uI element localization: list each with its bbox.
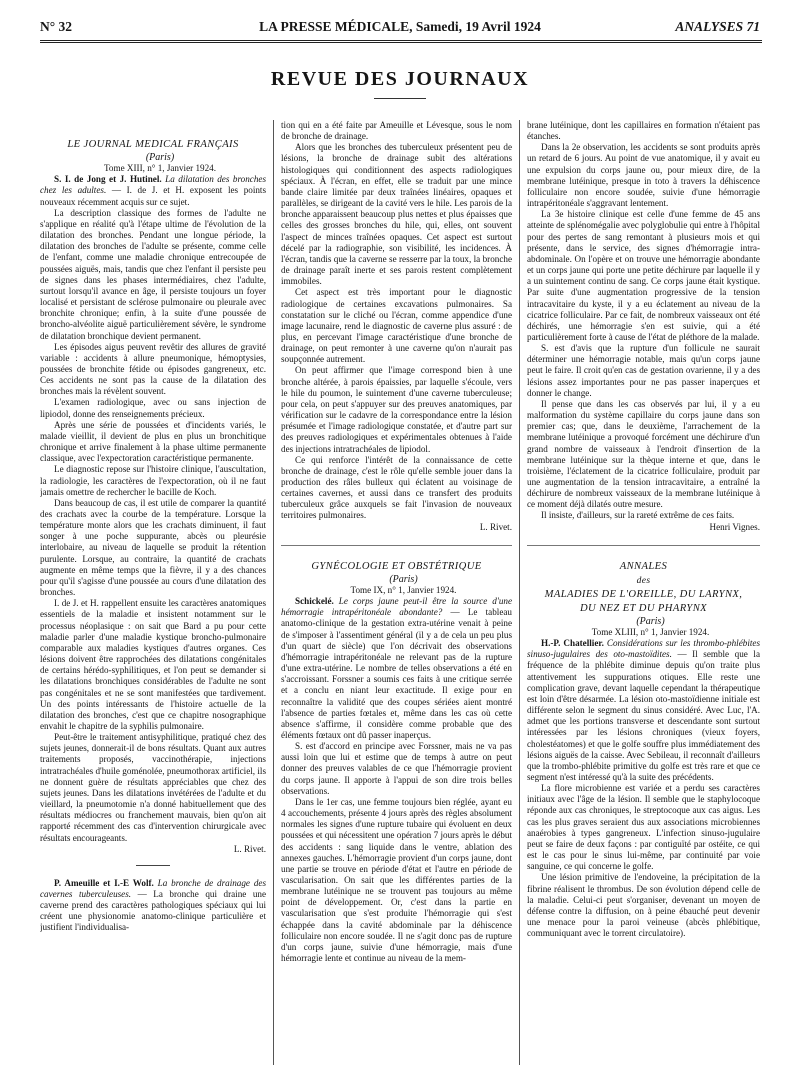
article-paragraph: Il insiste, d'ailleurs, sur la rareté extrême de ces faits. <box>541 510 735 521</box>
article-paragraph: Peut-être le traitement antisyphilitique, pratiqué chez des sujets jeunes, donnerait-il de bons résultats. Quant aux autres traitements proposés, vaccinothérapie, injections intratrachéales d'huile goménolée, pneumothorax artificiel, ils ne donnent guère de résultats appréciables que chez des sujets jeunes. Dans les dilatations invétérées de l'adulte et du vieillard, la pneumotomie n'a donné habituellement que des résultats médiocres ou franchement mauvais, bien qu'on ait rapporté récemment des cas d'intervention chirurgicale avec résultats encourageants. <box>40 732 266 843</box>
section-page: ANALYSES 71 <box>675 19 760 34</box>
article-paragraph: Une lésion primitive de l'endoveine, la précipitation de la fibrine réalisent le thrombus. De son évolution dépend celle de la maladie. Celui-ci peut s'organiser, devenant un moyen de défense contre la diffusion, on à peine ébauché peut devenir une menace pour la paroi veineuse (abcès phlébitique, communiquant avec le torrent circulatoire). <box>527 872 760 939</box>
article-paragraph: La description classique des formes de l'adulte ne s'applique en réalité qu'à l'étape ultime de l'évolution de la dilatation des bronches. Pendant une longue période, la dilatation des bronches de l'adulte se présente, comme celle de l'enfant, comme une maladie chronique entrecoupée de poussées aiguës, mais, tandis que chez l'enfant il persiste peu de signes dans les phases intermédiaires, chez l'adulte, surtout lorsqu'il avance en âge, il persiste toujours un foyer localisé et persistant de sclérose pulmonaire ou pleurale avec bronchite chronique; enfin, à la suite d'une poussée de broncho-alvéolite aiguë particulièrement sévère, le syndrome de dilatation bronchique devient permanent. <box>40 207 266 341</box>
article-paragraph: Alors que les bronches des tuberculeux présentent peu de lésions, la bronche de drainage subit des altérations histologiques qui conditionnent des aspects radiologiques spéciaux. À l'écran, en effet, elle se traduit par une mince bande claire limitée par deux traînées linéaires, opaques et parallèles, se dirigeant de la cavité vers le hile. Les parois de la bronche apparaissent beaucoup plus nettes et plus épaisses que celles des grosses bronches du hile, qui, elles, ont souvent l'aspect de minces traînées opaques. Cet aspect est surtout décelé par la radiographie, son visibilité, les incidences. À l'écran, tandis que la caverne se resserre par la toux, la bronche de drainage paraît inerte et ses parois restent complètement immobiles. <box>281 142 512 287</box>
article-paragraph: brane lutéinique, dont les capillaires en formation n'étaient pas étanches. <box>527 120 760 142</box>
article-paragraph: Dans la 2e observation, les accidents se sont produits après un retard de 6 jours. Au point de vue anatomique, il y avait eu une expulsion du corps jaune ou, pour mieux dire, de la membrane lutéinique, presque in toto à travers la déhiscence folliculaire non encore soudée, suivie d'une hémorragie intrapéritonéale s'aggravant lentement. <box>527 142 760 209</box>
signature: L. Rivet. <box>233 843 266 854</box>
article-paragraph: Dans le 1er cas, une femme toujours bien réglée, ayant eu 4 accouchements, présente 4 jours après des règles absolument normales les signes d'une rupture tubaire qui évoluent en deux poussées et qui nécessitent une opération 7 jours après le début des accidents : sang liquide dans le ventre, ablation des annexes gauches. L'hémorragie provient d'un corps jaune, dont une partie se trouve en période d'état et l'autre en période de vascularisation. On sait que les différentes parties de la membrane lutéinique ne se trouvent pas toujours au même point de développement. Or, c'est dans la partie en vascularisation que s'est produite l'hémorragie qui s'est échappée dans la cavité abdominale par la déhiscence folliculaire non encore soudée. Il ne s'agit donc pas de rupture d'un corps jaune, suivie d'une hémorragie, mais d'une hémorragie lente et continue au niveau de la mem- <box>281 796 512 964</box>
issue-number: N° 32 <box>40 19 73 34</box>
column-2 <box>281 120 512 1072</box>
article-paragraph: P. Ameuille et I.-E Wolf. La bronche de drainage des cavernes tuberculeuses. — La bronche qui draine une caverne prend des caractères pathologiques spéciaux qui lui créent une physionomie anatomo-clinique particulière et justifient l'individualisa- <box>40 877 266 933</box>
article-authors: H.-P. Chatellier. <box>541 638 604 649</box>
journal-heading-line: ANNALES <box>619 560 668 572</box>
tome-line: Tome IX, n° 1, Janvier 1924. <box>350 584 457 595</box>
journal-heading: LE JOURNAL MEDICAL FRANÇAIS <box>67 139 239 150</box>
article-paragraph: La 3e histoire clinique est celle d'une femme de 45 ans atteinte de splénomégalie avec polyglobulie qui entre à l'hôpital pour des pertes de sang remontant à plusieurs mois et qui présente, dans le service, des signes d'hémorragie intra-abdominale. On l'opère et on trouve une hémorragie abondante et un corps jaune qui porte une petite déchirure par laquelle il y a un suintement continu de sang. Ce corps jaune était kystique. Par suite d'une augmentation progressive de la tension intracavitaire du kyste, il y a eu éclatement au niveau de la cicatrice folliculaire. Par ce fait, de nombreux vaisseaux ont été déchirés, une hémorragie s'en est suivie, qui a été particulièrement forte à cause de l'état de pléthore de la malade. <box>527 209 760 342</box>
article-title: La dilatation des bronches chez les adultes. <box>40 174 266 196</box>
section-separator <box>281 545 512 546</box>
section-separator <box>527 545 760 546</box>
article-paragraph: I. de J. et H. rappellent ensuite les caractères anatomiques essentiels de la maladie et insistent notamment sur le processus néoplasique : on sait que Bard a pu pour cette maladie parler d'une maladie kystique broncho-pulmonaire comparable aux maladies kystiques d'autres organes. Ces lésions doivent être rapprochées des dilatations congénitales de certains hérédo-syphilitiques, et l'on peut se demander si les dilatations bronchiques considérables de l'adulte ne sont pas congénitales et ne se sont manifestées que tardivement. Un des points intéressants de l'histoire actuelle de la dilatation des bronches, c'est que ce chapitre nosographique envahit le chapitre de la syphilis pulmonaire. <box>40 598 266 731</box>
article-paragraph: La flore microbienne est variée et a perdu ses caractères initiaux avec l'âge de la lésion. Il semble que le staphylocoque réponde aux cas chroniques, le streptocoque aux cas aigus. Les cas les plus graves seraient dus aux associations microbiennes anaérobies à types gangreneux. L'infection sinuso-jugulaire peut se faire de deux façons : par contiguïté par ostéite, ce qui est le cas pour le sinus lui-même, par continuité par voie sanguine, ce qui concerne le golfe. <box>527 783 760 872</box>
article-paragraph: S. I. de Jong et J. Hutinel. La dilatation des bronches chez les adultes. — I. de J. et H. exposent les points nouveaux récemment acquis sur ce sujet. <box>40 174 266 207</box>
journal-heading-line: MALADIES DE L'OREILLE, DU LARYNX, <box>544 588 743 600</box>
article-paragraph: Schickelé. Le corps jaune peut-il être la source d'une hémorragie intrapéritonéale abondante? — Le tableau anatomo-clinique de la gestation extra-utérine venait à peine de s'imposer à l'assentiment général (il y a de cela un peu plus d'un quart de siècle) que l'on décrivait des observations d'hémorragie intrapéritonéale ne relevant pas de la rupture d'une extra-utérine. Le nombre de telles observations a été en s'accroissant. Forssner a soumis ces faits à une critique serrée et a conclu en niant leur exactitude. Il exige pour en reconnaître la validité que des coupes sériées aient montré l'absence de parties fœtales et, même dans les cas où cette absence s'affirme, il considère comme probable que des éléments fœtaux ont dû passer inaperçus. <box>281 596 512 740</box>
article-paragraph: tion qui en a été faite par Ameuille et Lévesque, sous le nom de bronche de drainage. <box>281 120 512 142</box>
tome-line: Tome XIII, n° 1, Janvier 1924. <box>104 163 216 174</box>
journal-place: (Paris) <box>389 573 418 585</box>
column-divider <box>519 120 520 1065</box>
article-separator <box>136 865 170 866</box>
article-paragraph: Dans beaucoup de cas, il est utile de comparer la quantité des crachats avec la courbe de la température. Lorsque la température monte alors que les crachats diminuent, il faut songer à une poche suppurante, abcès ou pleurésie interlobaire, au niveau de laquelle se produit la rétention purulente. Lorsque, au contraire, la quantité de crachats augmente en même temps que la fièvre, il y a des chances pour qu'il s'agisse d'une poussée au cours d'une dilatation des bronches. <box>40 497 266 598</box>
title-rule <box>374 98 426 99</box>
header-rule <box>40 40 762 41</box>
article-paragraph: H.-P. Chatellier. Considérations sur les thrombo-phlébites sinuso-jugulaires des oto-mastoïdites. — Il semble que la fréquence de la phlébite diminue depuis qu'on traite plus attentivement les suppurations otiques. Elle reste une complication grave, devant laquelle cependant la thérapeutique est loin d'être désarmée. La lésion oto-mastoïdienne initiale est différente selon le segment du sinus considéré. Avec Luc, l'A. admet que les portions transverse et descendante sont surtout intéressées par les lésions chroniques (vieux foyers, cholestéatomes) et que le golfe souffre plus immédiatement des lésions aiguës de la caisse. Avec Sebileau, il reconnaît d'ailleurs que la trombo-phlébite primitive du golfe est très rare et que ce segment n'est intéressé qu'à la suite des précédents. <box>527 638 760 782</box>
column-1 <box>40 120 266 1072</box>
article-paragraph: Ce qui renforce l'intérêt de la connaissance de cette bronche de drainage, c'est le rôle qu'elle semble jouer dans la production des râles bulleux qui éclatent au voisinage de certaines cavernes, et aussi dans ce transfert des produits tuberculeux grâce auxquels se fait l'invasion de nouveaux territoires pulmonaires. <box>281 454 512 521</box>
article-authors: P. Ameuille et I.-E Wolf. <box>54 877 154 888</box>
running-header <box>40 18 760 36</box>
article-paragraph: Il pense que dans les cas observés par lui, il y a eu malformation du système capillaire du corps jaune dans son premier cas; que, dans le deuxième, l'arrachement de la membrane lutéinique a provoqué forcément une déchirure d'un grand nombre de vaisseaux à l'endroit d'insertion de la membrane lutéinique sur la thèque interne et que, dans le troisième, l'éclatement de la cicatrice folliculaire, produit par une augmentation de la tension intracavitaire, a entraîné la déchirure de nombreux vaisseaux de la membrane lutéinique à ce moment déjà dilatés outre mesure. <box>527 398 760 510</box>
article-paragraph: Après une série de poussées et d'incidents variés, le malade vieillit, il devient de plus en plus un bronchitique chronique et arrive finalement à la phase ultime permanente classique, avec l'expectoration caractéristique permanente. <box>40 419 266 464</box>
signature: L. Rivet. <box>479 521 512 532</box>
page-title: REVUE DES JOURNAUX <box>270 68 530 90</box>
journal-heading-line: DU NEZ ET DU PHARYNX <box>579 602 708 614</box>
article-authors: S. I. de Jong et J. Hutinel. <box>54 174 162 185</box>
article-paragraph: S. est d'avis que la rupture d'un follicule ne saurait déterminer une hémorragie notable, mais qu'un corps jaune peut le faire. Il croit qu'en cas de gestation ovarienne, il y a des lésions assez importantes pour ne pas passer inaperçues et donner le change. <box>527 343 760 398</box>
article-authors: Schickelé. <box>295 596 334 607</box>
article-title: Le corps jaune peut-il être la source d'une hémorragie intrapéritonéale abondante? <box>281 596 512 618</box>
tome-line: Tome XLIII, n° 1, Janvier 1924. <box>591 626 710 637</box>
article-paragraph: S. est d'accord en principe avec Forssner, mais ne va pas aussi loin que lui et estime que de temps à autre on peut donner des preuves valables de ce que l'hémorragie provient du corps jaune. Il apporte à l'appui de son dire trois belles observations. <box>281 741 512 796</box>
journal-place: (Paris) <box>145 152 175 163</box>
header-rule-double <box>40 42 762 43</box>
signature: Henri Vignes. <box>709 521 760 532</box>
article-paragraph: L'examen radiologique, avec ou sans injection de lipiodol, donne des renseignements précieux. <box>40 397 266 419</box>
journal-heading: GYNÉCOLOGIE ET OBSTÉTRIQUE <box>311 560 482 572</box>
article-title: Considérations sur les thrombo-phlébites sinuso-jugulaires des oto-mastoïdites. <box>527 638 760 660</box>
column-divider <box>273 120 274 1065</box>
article-paragraph: On peut affirmer que l'image correspond bien à une bronche altérée, à parois épaissies, par laquelle s'écoule, vers le hile du poumon, le suintement d'une caverne tuberculeuse; pour cela, on peut s'appuyer sur des preuves anatomiques, par vérification sur le cadavre de la correspondance entre la lésion présumée et l'image radiologique constatée, et d'autre part sur des preuves radiologiques et expérimentales obtenues à l'aide des injections intratrachéales de lipiodol. <box>281 365 512 454</box>
article-paragraph: Les épisodes aigus peuvent revêtir des allures de gravité variable : accidents à allure pneumonique, hémoptysies, poussées de bronchite fétide ou épisodes gangreneux, etc. Ces accidents ne sont pas la cause de la dilatation des bronches mais la révèlent souvent. <box>40 341 266 397</box>
article-paragraph: Le diagnostic repose sur l'histoire clinique, l'auscultation, la radiologie, les caractères de l'expectoration, où il ne faut jamais omettre de rechercher le bacille de Koch. <box>40 464 266 497</box>
column-3 <box>527 120 760 1072</box>
journal-place: (Paris) <box>636 615 665 627</box>
journal-date: LA PRESSE MÉDICALE, Samedi, 19 Avril 1924 <box>259 19 541 34</box>
journal-heading-line: des <box>636 575 651 586</box>
article-paragraph: Cet aspect est très important pour le diagnostic radiologique de certaines excavations pulmonaires. Sa constatation sur le cliché ou l'écran, comme appendice d'une image lacunaire, rend le diagnostic de caverne plus assuré : de plus, en percevant l'image caractéristique d'une bronche de drainage, on peut remonter à une caverne qu'on n'aurait pas soupçonnée autrement. <box>281 287 512 365</box>
article-title: La bronche de drainage des cavernes tuberculeuses. <box>40 877 266 899</box>
